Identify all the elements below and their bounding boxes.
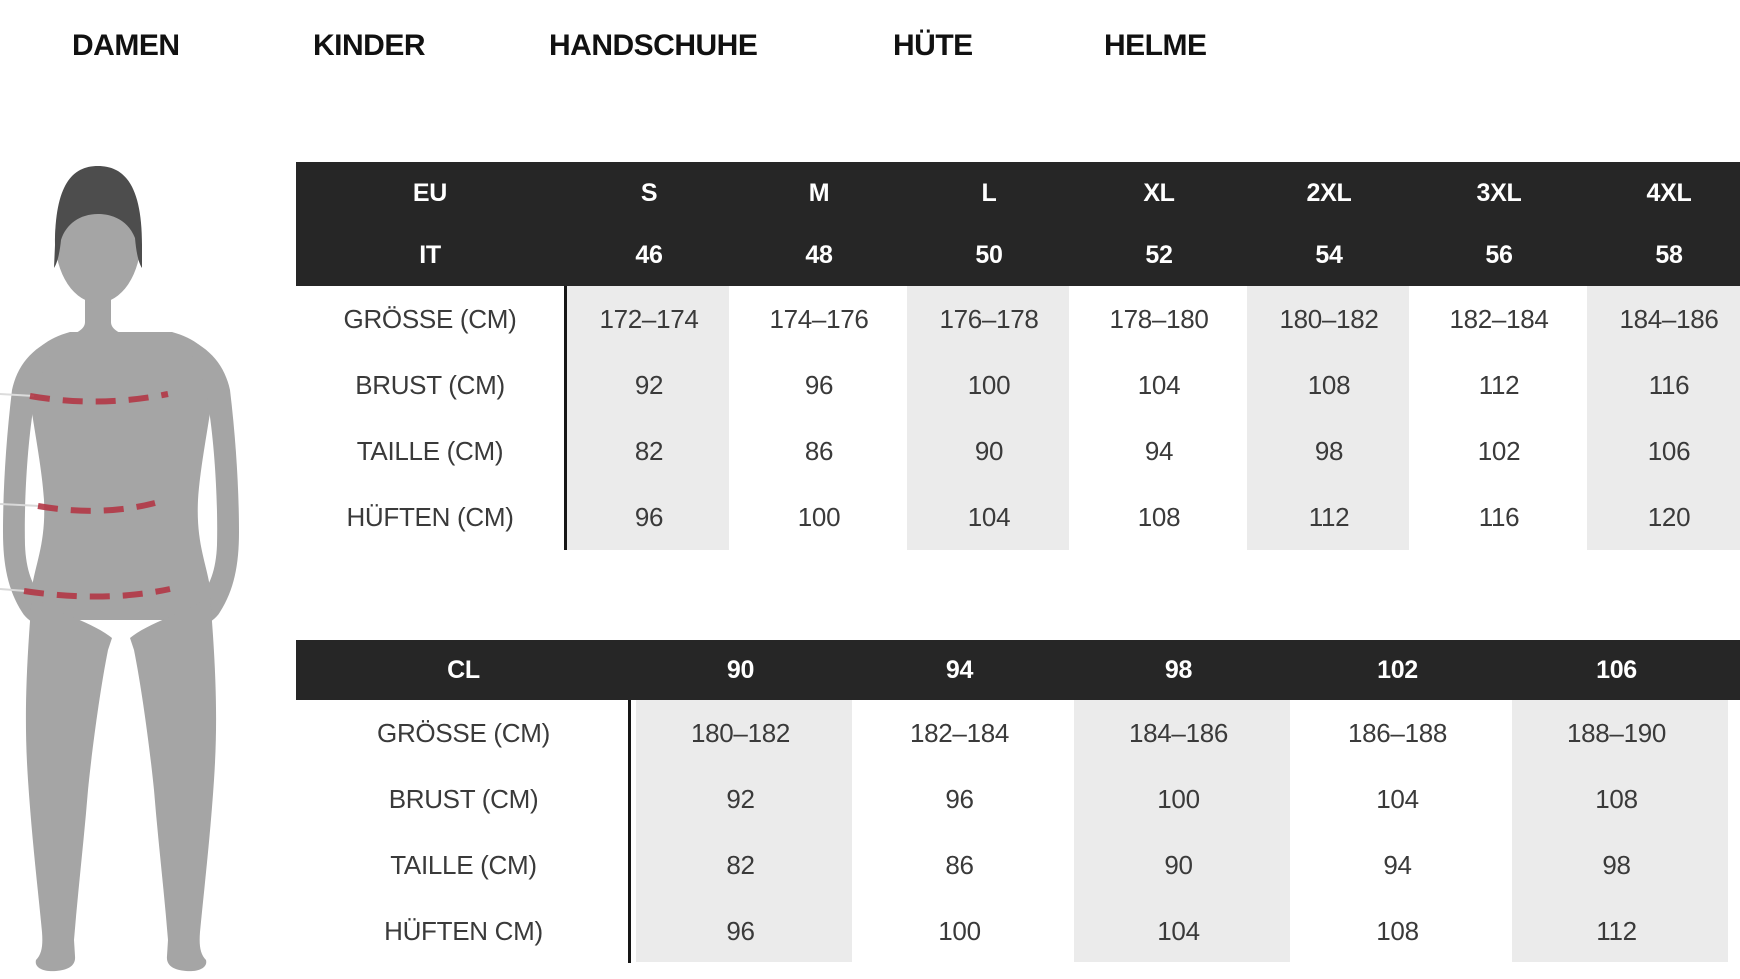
header-cell: M [808,178,830,207]
size-cell: 112 [1596,916,1637,946]
tab-handschuhe[interactable]: HANDSCHUHE [549,29,758,62]
size-cell: 86 [804,436,834,466]
header-cell: 58 [1655,240,1683,269]
header-cell: 90 [726,655,755,684]
tab-kinder[interactable]: KINDER [313,29,426,62]
size-cell: 120 [1647,502,1691,532]
size-cell: 116 [1648,370,1690,400]
size-cell: 180–182 [1279,304,1379,334]
size-cell: 86 [945,850,974,880]
size-cell: 108 [1307,370,1351,400]
size-cell: 82 [634,436,664,466]
tab-huete[interactable]: HÜTE [893,29,973,62]
row-label: HÜFTEN (CM) [346,502,514,532]
size-cell: 180–182 [690,718,791,748]
table-cl-header [296,640,1740,700]
size-cell: 98 [1602,850,1631,880]
table-row [296,286,1740,352]
size-cell: 184–186 [1619,304,1719,334]
table-row [296,700,1740,766]
size-cell: 100 [938,916,981,946]
size-cell: 112 [1308,502,1350,532]
table-divider [628,700,631,963]
row-label: TAILLE (CM) [390,850,537,880]
size-cell: 90 [1164,850,1193,880]
size-cell: 100 [1157,784,1200,814]
size-cell: 104 [1376,784,1419,814]
body-figure-graphic [0,150,245,979]
size-cell: 116 [1478,502,1520,532]
size-cell: 96 [945,784,974,814]
size-cell: 94 [1144,436,1174,466]
size-table-cl [296,640,1740,964]
header-cell: 52 [1145,240,1173,269]
size-cell: 184–186 [1128,718,1229,748]
header-cell: 4XL [1646,178,1692,207]
header-cell: 56 [1485,240,1513,269]
size-cell: 96 [634,502,664,532]
size-table-eu [296,162,1740,550]
header-cell: 46 [635,240,663,269]
size-cell: 100 [797,502,841,532]
size-cell: 94 [1383,850,1412,880]
size-cell: 90 [974,436,1004,466]
header-cell: 106 [1596,655,1637,684]
header-cell: 54 [1315,240,1343,269]
male-body-silhouette [0,150,245,979]
row-label: HÜFTEN CM) [384,916,543,946]
size-cell: 108 [1137,502,1181,532]
header-label-eu: EU [412,178,448,207]
tab-damen[interactable]: DAMEN [72,29,180,62]
size-cell: 98 [1314,436,1344,466]
size-cell: 92 [634,370,664,400]
size-cell: 96 [726,916,755,946]
size-cell: 104 [1137,370,1181,400]
table-cl-body [296,700,1740,964]
size-cell: 188–190 [1566,718,1667,748]
header-cell: 50 [975,240,1003,269]
size-cell: 104 [967,502,1011,532]
table-row [296,418,1740,484]
header-cell: XL [1143,178,1175,207]
size-cell: 96 [804,370,834,400]
header-cell: 3XL [1476,178,1522,207]
size-cell: 82 [726,850,755,880]
row-label: GRÖSSE (CM) [343,304,517,334]
table-row [296,766,1740,832]
header-cell: 98 [1164,655,1193,684]
size-cell: 92 [726,784,755,814]
size-cell: 106 [1647,436,1691,466]
size-cell: 182–184 [909,718,1010,748]
size-cell: 186–188 [1347,718,1448,748]
header-label-cl: CL [447,655,480,684]
table-eu-body [296,286,1740,550]
table-row [296,484,1740,550]
row-label: BRUST (CM) [388,784,539,814]
size-cell: 102 [1477,436,1521,466]
size-cell: 108 [1376,916,1419,946]
row-label: TAILLE (CM) [356,436,504,466]
header-cell: L [981,178,997,207]
row-label: GRÖSSE (CM) [377,718,550,748]
header-cell: 94 [945,655,974,684]
size-cell: 100 [967,370,1011,400]
table-eu-header [296,162,1740,286]
size-cell: 108 [1595,784,1638,814]
row-label: BRUST (CM) [355,370,505,400]
table-row [296,898,1740,964]
table-row [296,352,1740,418]
tab-helme[interactable]: HELME [1104,29,1207,62]
table-divider [564,286,567,550]
size-cell: 172–174 [599,304,699,334]
size-cell: 112 [1478,370,1520,400]
header-cell: 102 [1377,655,1418,684]
size-cell: 182–184 [1449,304,1549,334]
size-cell: 104 [1157,916,1200,946]
header-cell: 48 [805,240,833,269]
header-cell: 2XL [1306,178,1352,207]
table-row [296,832,1740,898]
size-cell: 176–178 [939,304,1039,334]
size-cell: 174–176 [769,304,869,334]
header-label-it: IT [419,240,441,269]
size-cell: 178–180 [1109,304,1209,334]
header-cell: S [640,178,658,207]
